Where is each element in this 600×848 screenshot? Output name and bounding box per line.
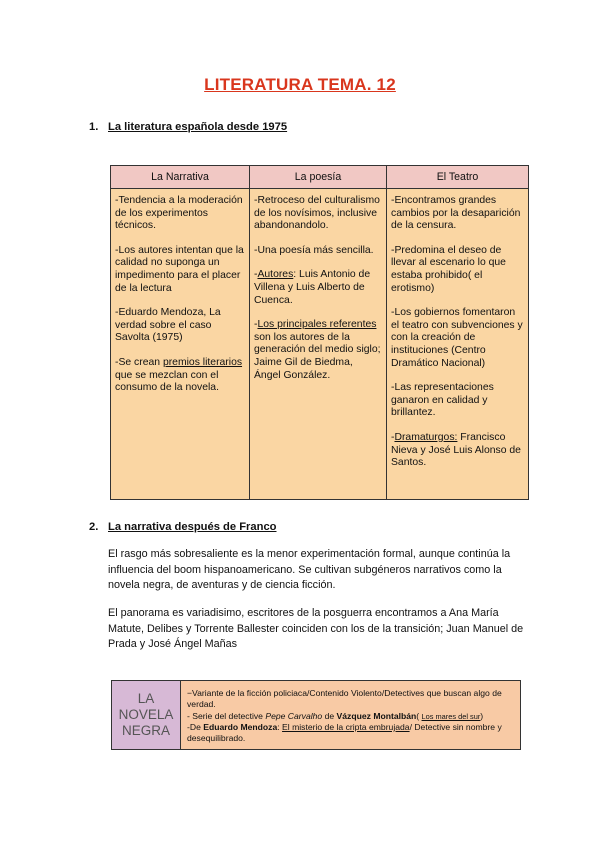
text bbox=[115, 357, 245, 395]
text bbox=[254, 269, 382, 307]
text: -Predomina el deseo de llevar al escenario lo que estaba prohibido( el erotismo) bbox=[391, 244, 506, 294]
literature-table bbox=[110, 165, 529, 500]
header-narrativa: La Narrativa bbox=[111, 166, 250, 189]
cell-narrativa bbox=[111, 189, 250, 500]
underlined-term: premios literarios bbox=[162, 356, 243, 368]
underlined-term: Autores bbox=[257, 269, 294, 281]
section-title: La literatura española desde 1975 bbox=[108, 121, 288, 133]
text: −Variante de la ficción policiaca/Contenido Violento/Detectives que buscan algo de verdad. bbox=[187, 688, 502, 710]
text bbox=[187, 711, 515, 722]
underlined-term: El misterio de la cripta embrujada bbox=[282, 721, 410, 732]
text: Vázquez Montalbán bbox=[336, 710, 417, 721]
underlined-term: Los mares del sur bbox=[421, 711, 481, 721]
novela-negra-label-cell bbox=[112, 681, 181, 749]
text: Pepe Carvalho bbox=[265, 710, 323, 721]
text: Francisco Nieva y José Luis Alonso de Santos. bbox=[391, 431, 521, 469]
text: -Retroceso del culturalismo de los novísimos, inclusive abandonandolo. bbox=[254, 195, 380, 232]
text: -Encontramos grandes cambios por la desaparición de la censura. bbox=[391, 195, 521, 232]
section-number: 1. bbox=[89, 121, 99, 133]
text bbox=[391, 432, 524, 470]
table-header-row bbox=[111, 166, 529, 189]
text: son los autores de la generación del medio siglo; Jaime Gil de Biedma, Ángel González. bbox=[254, 331, 381, 381]
text: ( bbox=[416, 710, 422, 721]
text: -Los autores intentan que la calidad no suponga un impedimento para el placer de la lectura bbox=[115, 244, 244, 294]
text bbox=[187, 722, 515, 745]
text: ) bbox=[480, 710, 484, 721]
text bbox=[254, 319, 382, 382]
text: : Luis Antonio de Villena y Luis Alberto de Cuenca. bbox=[254, 269, 371, 306]
page-title: LITERATURA TEMA. 12 bbox=[204, 75, 396, 94]
text: -Una poesía más sencilla. bbox=[254, 244, 374, 256]
text: - Serie del detective bbox=[187, 710, 266, 721]
header-poesia: La poesía bbox=[250, 166, 387, 189]
novela-negra-label: LA NOVELA NEGRA bbox=[118, 691, 174, 738]
novela-negra-content bbox=[181, 681, 520, 749]
novela-negra-box bbox=[111, 680, 521, 750]
section-number: 2. bbox=[89, 521, 99, 533]
underlined-term: Dramaturgos: bbox=[394, 431, 458, 443]
header-teatro: El Teatro bbox=[387, 166, 529, 189]
section-title: La narrativa después de Franco bbox=[108, 521, 277, 533]
section-heading-2 bbox=[89, 521, 277, 533]
text: -Tendencia a la moderación de los experimentos técnicos. bbox=[115, 195, 243, 232]
text: que se mezclan con el consumo de la novela. bbox=[115, 369, 219, 394]
text: - bbox=[254, 269, 258, 281]
text: : bbox=[277, 721, 283, 732]
text: -Los gobiernos fomentaron el teatro con subvenciones y con la creación de instituciones (Centro Dramático Nacional) bbox=[391, 307, 523, 369]
paragraph-1: El rasgo más sobresaliente es la menor experimentación formal, aunque continúa la influencia del boom hispanoamericano. Se cultivan subgéneros narrativos como la novela negra, de aventuras y de ciencia ficción. bbox=[108, 548, 511, 591]
paragraph-2: El panorama es variadisimo, escritores de la posguerra encontramos a Ana María Matute, Delibes y Torrente Ballester coinciden con los de la transición; Juan Manuel de Prada y José Ángel Mañas bbox=[108, 607, 524, 650]
text: -Las representaciones ganaron en calidad y brillantez. bbox=[391, 382, 494, 419]
underlined-term: Los principales referentes bbox=[257, 319, 377, 331]
cell-teatro bbox=[387, 189, 529, 500]
text: -De bbox=[187, 721, 204, 732]
text: - bbox=[391, 431, 395, 443]
table-row bbox=[111, 189, 529, 500]
text: / Detective sin nombre y desequilibrado. bbox=[187, 721, 502, 744]
text: -Eduardo Mendoza, La verdad sobre el caso Savolta (1975) bbox=[115, 307, 221, 344]
text: -Se crean bbox=[115, 356, 163, 368]
cell-poesia bbox=[250, 189, 387, 500]
text: de bbox=[322, 710, 337, 721]
section-heading-1 bbox=[89, 121, 287, 133]
text: - bbox=[254, 319, 258, 331]
text: Eduardo Mendoza bbox=[203, 721, 278, 732]
